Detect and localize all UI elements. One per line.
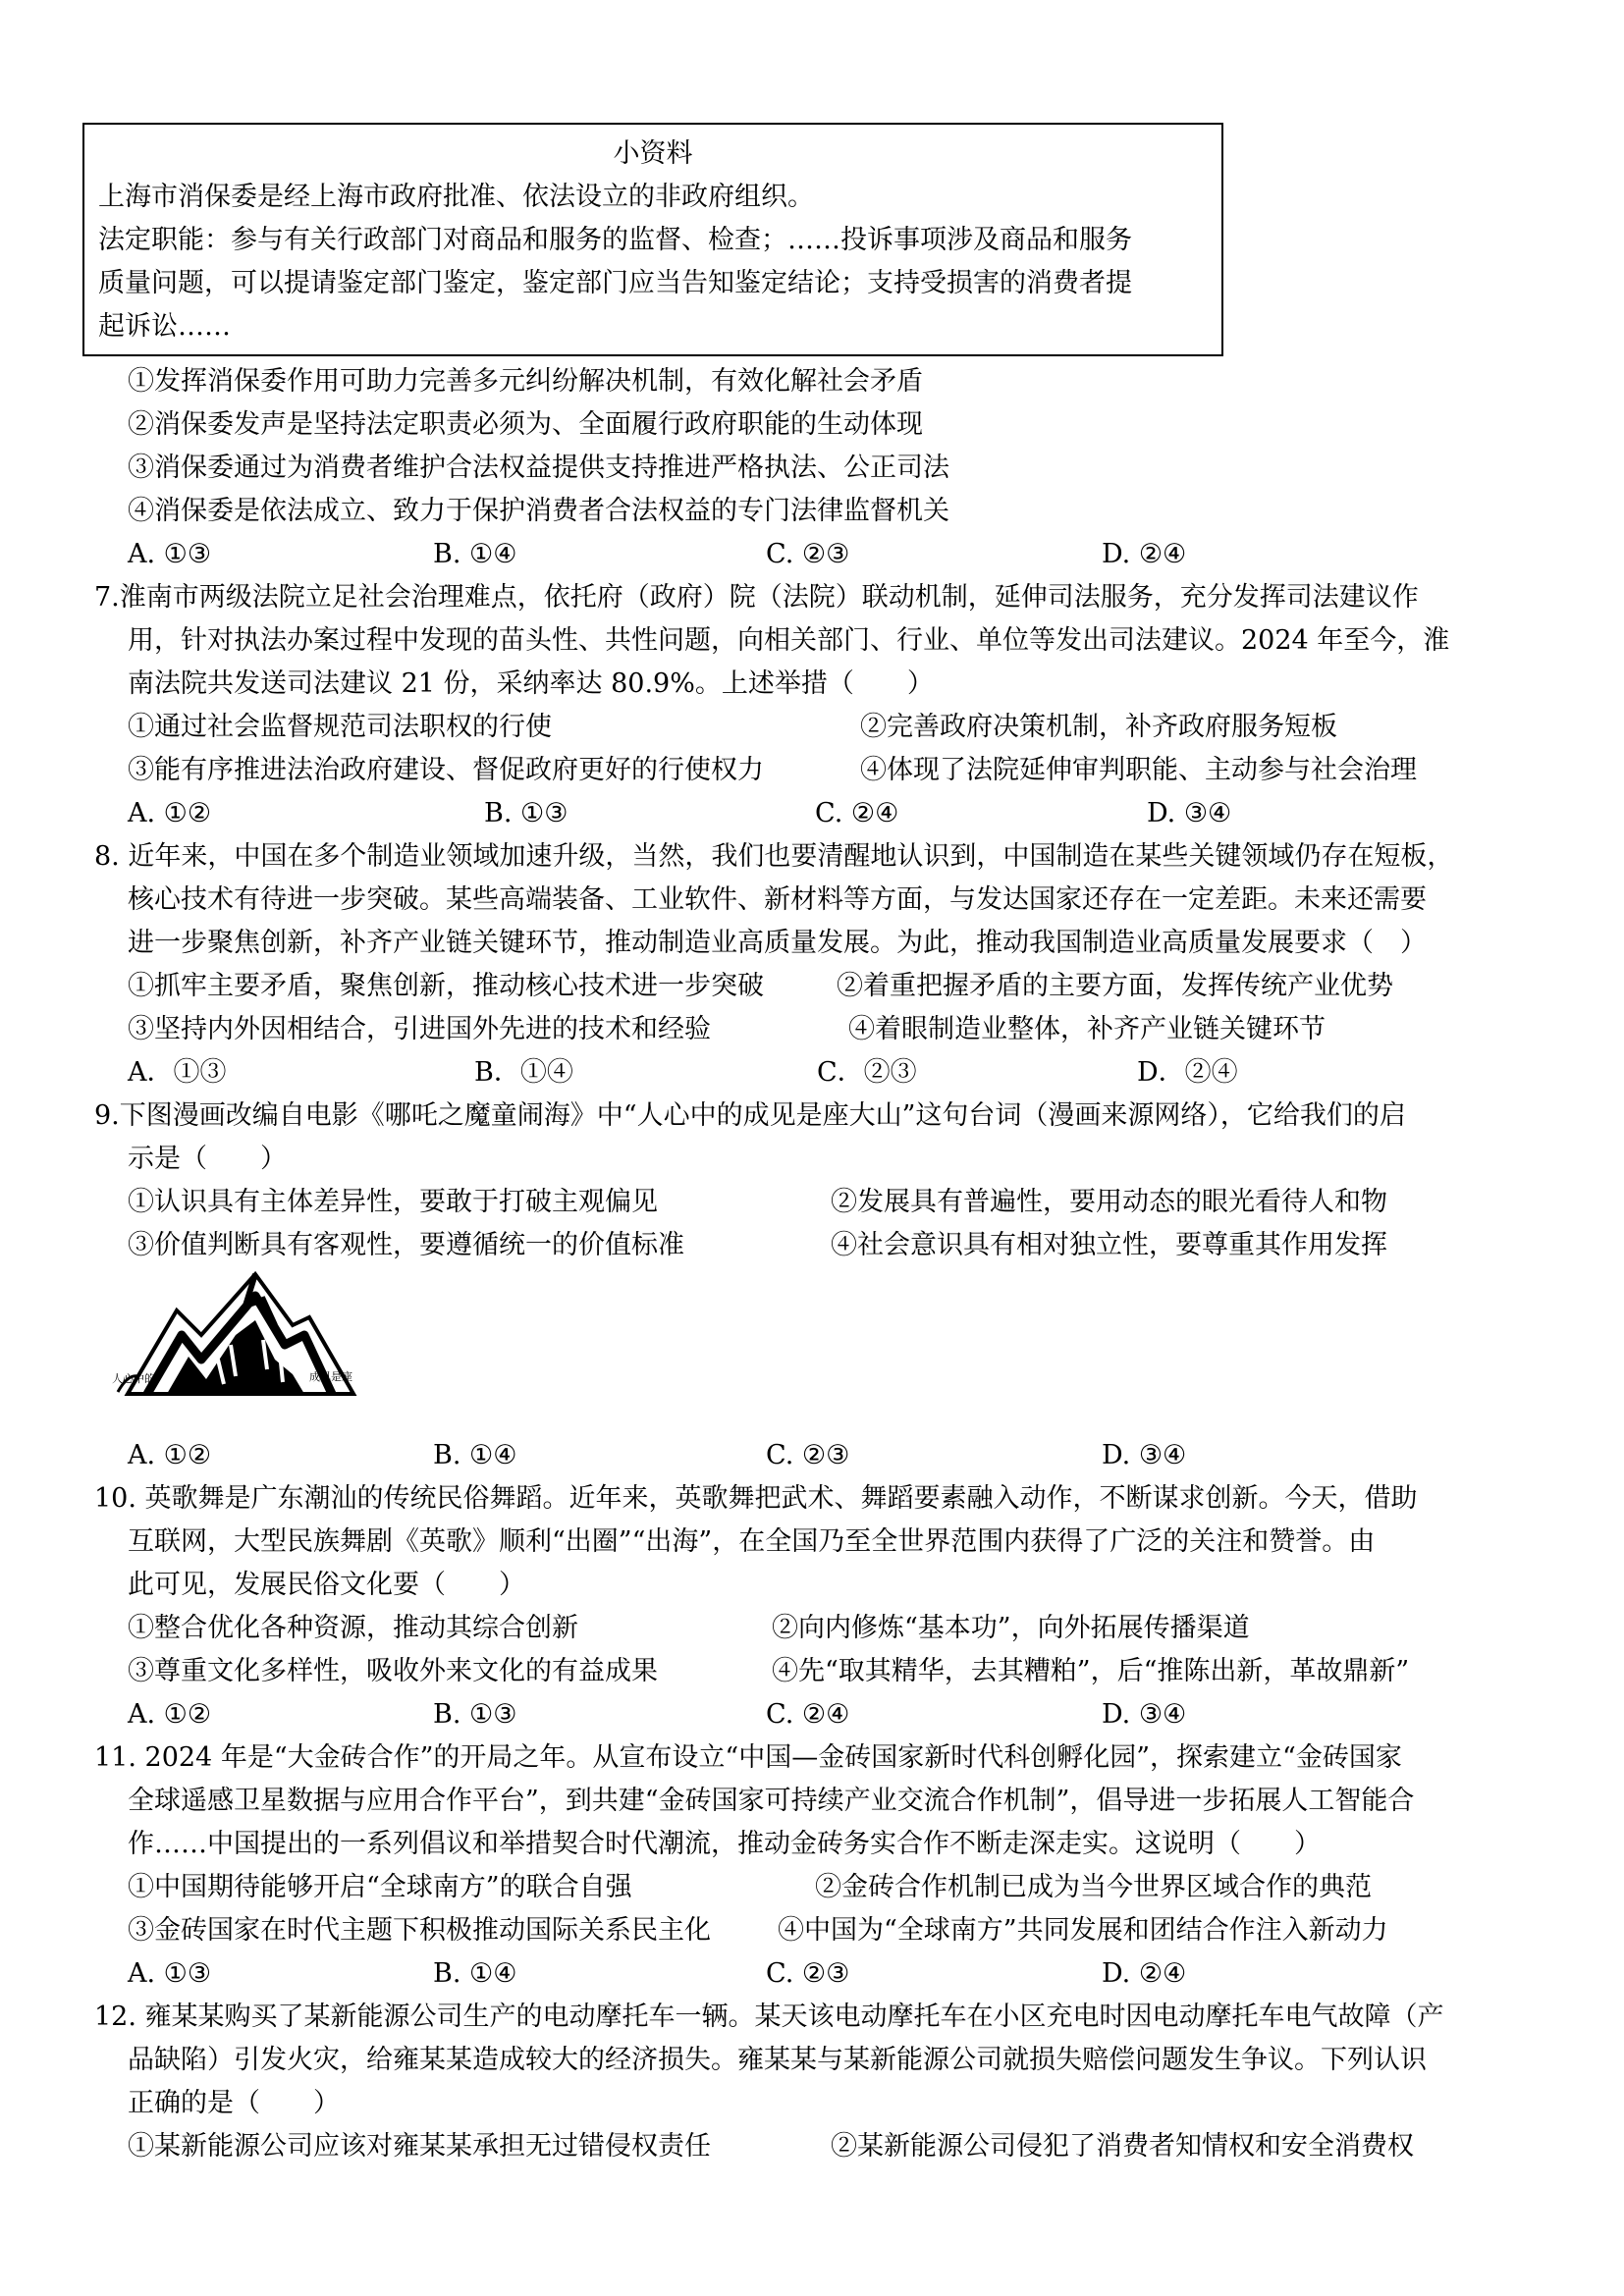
q11-item-4: ④中国为“全球南方”共同发展和团结合作注入新动力 [778, 1915, 1388, 1946]
q6-item-1: ①发挥消保委作用可助力完善多元纠纷解决机制，有效化解社会矛盾 [128, 366, 923, 397]
q10-option-c[interactable]: C. ②④ [766, 1699, 850, 1730]
q7-stem-line: 南法院共发送司法建议 21 份，采纳率达 80.9%。上述举措（ ） [128, 668, 934, 699]
q11-stem-line: 全球遥感卫星数据与应用合作平台”，到共建“金砖国家可持续产业交流合作机制”，倡导进一步拓展人工智能合 [128, 1786, 1415, 1816]
q9-stem-line: 示是（ ） [128, 1144, 287, 1174]
q10-stem-line: 10. 英歌舞是广东潮汕的传统民俗舞蹈。近年来，英歌舞把武术、舞蹈要素融入动作，不断谋求创新。今天，借助 [94, 1483, 1418, 1514]
q9-option-a[interactable]: A. ①② [128, 1440, 212, 1470]
q10-item-2: ②向内修炼“基本功”，向外拓展传播渠道 [772, 1613, 1250, 1643]
q12-stem-line: 正确的是（ ） [128, 2088, 340, 2118]
q9-item-2: ②发展具有普遍性，要用动态的眼光看待人和物 [831, 1187, 1387, 1217]
q7-option-d[interactable]: D. ③④ [1147, 798, 1232, 828]
q8-option-c[interactable]: C．②③ [817, 1057, 917, 1088]
mountain-cartoon-image [108, 1266, 365, 1404]
q8-stem-line: 8. 近年来，中国在多个制造业领域加速升级，当然，我们也要清醒地认识到，中国制造在某些关键领域仍存在短板， [94, 841, 1454, 872]
q8-stem-line: 进一步聚焦创新，补齐产业链关键环节，推动制造业高质量发展。为此，推动我国制造业高质量发展要求（ ） [128, 928, 1427, 958]
q8-stem-line: 核心技术有待进一步突破。某些高端装备、工业软件、新材料等方面，与发达国家还存在一定差距。未来还需要 [128, 884, 1427, 915]
q11-item-3: ③金砖国家在时代主题下积极推动国际关系民主化 [128, 1915, 711, 1946]
q10-stem-line: 此可见，发展民俗文化要（ ） [128, 1570, 525, 1600]
info-box-line: 上海市消保委是经上海市政府批准、依法设立的非政府组织。 [98, 182, 814, 212]
q10-option-b[interactable]: B. ①③ [433, 1699, 517, 1730]
q7-stem-line: 用，针对执法办案过程中发现的苗头性、共性问题，向相关部门、行业、单位等发出司法建议。2024 年至今，淮 [128, 625, 1450, 656]
q9-stem-line: 9.下图漫画改编自电影《哪吒之魔童闹海》中“人心中的成见是座大山”这句台词（漫画来源网络），它给我们的启 [94, 1100, 1406, 1131]
q9-item-4: ④社会意识具有相对独立性，要尊重其作用发挥 [831, 1230, 1387, 1260]
q9-option-c[interactable]: C. ②③ [766, 1440, 850, 1470]
info-box-line: 起诉讼…… [98, 311, 231, 342]
q11-stem-line: 11. 2024 年是“大金砖合作”的开局之年。从宣布设立“中国—金砖国家新时代科创孵化园”，探索建立“金砖国家 [94, 1742, 1402, 1773]
info-box [82, 123, 1223, 356]
q8-item-1: ①抓牢主要矛盾，聚焦创新，推动核心技术进一步突破 [128, 971, 764, 1001]
q6-option-c[interactable]: C. ②③ [766, 539, 850, 569]
q7-option-a[interactable]: A. ①② [128, 798, 212, 828]
q12-stem-line: 品缺陷）引发火灾，给雍某某造成较大的经济损失。雍某某与某新能源公司就损失赔偿问题发生争议。下列认识 [128, 2045, 1427, 2075]
q12-item-1: ①某新能源公司应该对雍某某承担无过错侵权责任 [128, 2131, 711, 2162]
q11-option-c[interactable]: C. ②③ [766, 1958, 850, 1989]
q10-option-d[interactable]: D. ③④ [1102, 1699, 1187, 1730]
info-box-title: 小资料 [613, 138, 693, 169]
info-box-line: 质量问题，可以提请鉴定部门鉴定，鉴定部门应当告知鉴定结论；支持受损害的消费者提 [98, 268, 1132, 298]
q7-option-c[interactable]: C. ②④ [815, 798, 899, 828]
q11-item-2: ②金砖合作机制已成为当今世界区域合作的典范 [815, 1872, 1372, 1902]
q10-stem-line: 互联网，大型民族舞剧《英歌》顺利“出圈”“出海”，在全国乃至全世界范围内获得了广泛的关注和赞誉。由 [128, 1526, 1376, 1557]
q9-option-d[interactable]: D. ③④ [1102, 1440, 1187, 1470]
q6-option-a[interactable]: A. ①③ [128, 539, 212, 569]
q6-option-d[interactable]: D. ②④ [1102, 539, 1187, 569]
q8-option-a[interactable]: A．①③ [128, 1057, 227, 1088]
q7-item-3: ③能有序推进法治政府建设、督促政府更好的行使权力 [128, 755, 764, 785]
q6-item-3: ③消保委通过为消费者维护合法权益提供支持推进严格执法、公正司法 [128, 453, 949, 483]
q12-stem-line: 12. 雍某某购买了某新能源公司生产的电动摩托车一辆。某天该电动摩托车在小区充电时因电动摩托车电气故障（产 [94, 2002, 1444, 2032]
q6-option-b[interactable]: B. ①④ [433, 539, 517, 569]
q11-stem-line: 作……中国提出的一系列倡议和举措契合时代潮流，推动金砖务实合作不断走深走实。这说明（ ） [128, 1829, 1321, 1859]
q6-item-2: ②消保委发声是坚持法定职责必须为、全面履行政府职能的生动体现 [128, 409, 923, 440]
q7-item-2: ②完善政府决策机制，补齐政府服务短板 [860, 712, 1337, 742]
q10-option-a[interactable]: A. ①② [128, 1699, 212, 1730]
q8-item-2: ②着重把握矛盾的主要方面，发挥传统产业优势 [837, 971, 1393, 1001]
q9-option-b[interactable]: B. ①④ [433, 1440, 517, 1470]
q11-item-1: ①中国期待能够开启“全球南方”的联合自强 [128, 1872, 632, 1902]
q8-option-b[interactable]: B．①④ [474, 1057, 573, 1088]
q11-option-b[interactable]: B. ①④ [433, 1958, 517, 1989]
q6-item-4: ④消保委是依法成立、致力于保护消费者合法权益的专门法律监督机关 [128, 496, 949, 526]
q10-item-3: ③尊重文化多样性，吸收外来文化的有益成果 [128, 1656, 658, 1686]
q10-item-1: ①整合优化各种资源，推动其综合创新 [128, 1613, 578, 1643]
q7-item-4: ④体现了法院延伸审判职能、主动参与社会治理 [860, 755, 1417, 785]
q12-item-2: ②某新能源公司侵犯了消费者知情权和安全消费权 [831, 2131, 1414, 2162]
q9-item-3: ③价值判断具有客观性，要遵循统一的价值标准 [128, 1230, 684, 1260]
info-box-line: 法定职能：参与有关行政部门对商品和服务的监督、检查；……投诉事项涉及商品和服务 [98, 225, 1132, 255]
q8-item-4: ④着眼制造业整体，补齐产业链关键环节 [848, 1014, 1326, 1044]
cartoon-right-text: 成见是座 [309, 1370, 352, 1383]
q11-option-a[interactable]: A. ①③ [128, 1958, 212, 1989]
cartoon-left-text: 人心中的 [112, 1372, 155, 1385]
q7-option-b[interactable]: B. ①③ [484, 798, 568, 828]
q7-item-1: ①通过社会监督规范司法职权的行使 [128, 712, 552, 742]
q11-option-d[interactable]: D. ②④ [1102, 1958, 1187, 1989]
q7-stem-line: 7.淮南市两级法院立足社会治理难点，依托府（政府）院（法院）联动机制，延伸司法服务，充分发挥司法建议作 [94, 582, 1419, 613]
q8-option-d[interactable]: D．②④ [1137, 1057, 1238, 1088]
q9-item-1: ①认识具有主体差异性，要敢于打破主观偏见 [128, 1187, 658, 1217]
q8-item-3: ③坚持内外因相结合，引进国外先进的技术和经验 [128, 1014, 711, 1044]
q10-item-4: ④先“取其精华，去其糟粕”，后“推陈出新，革故鼎新” [772, 1656, 1410, 1686]
